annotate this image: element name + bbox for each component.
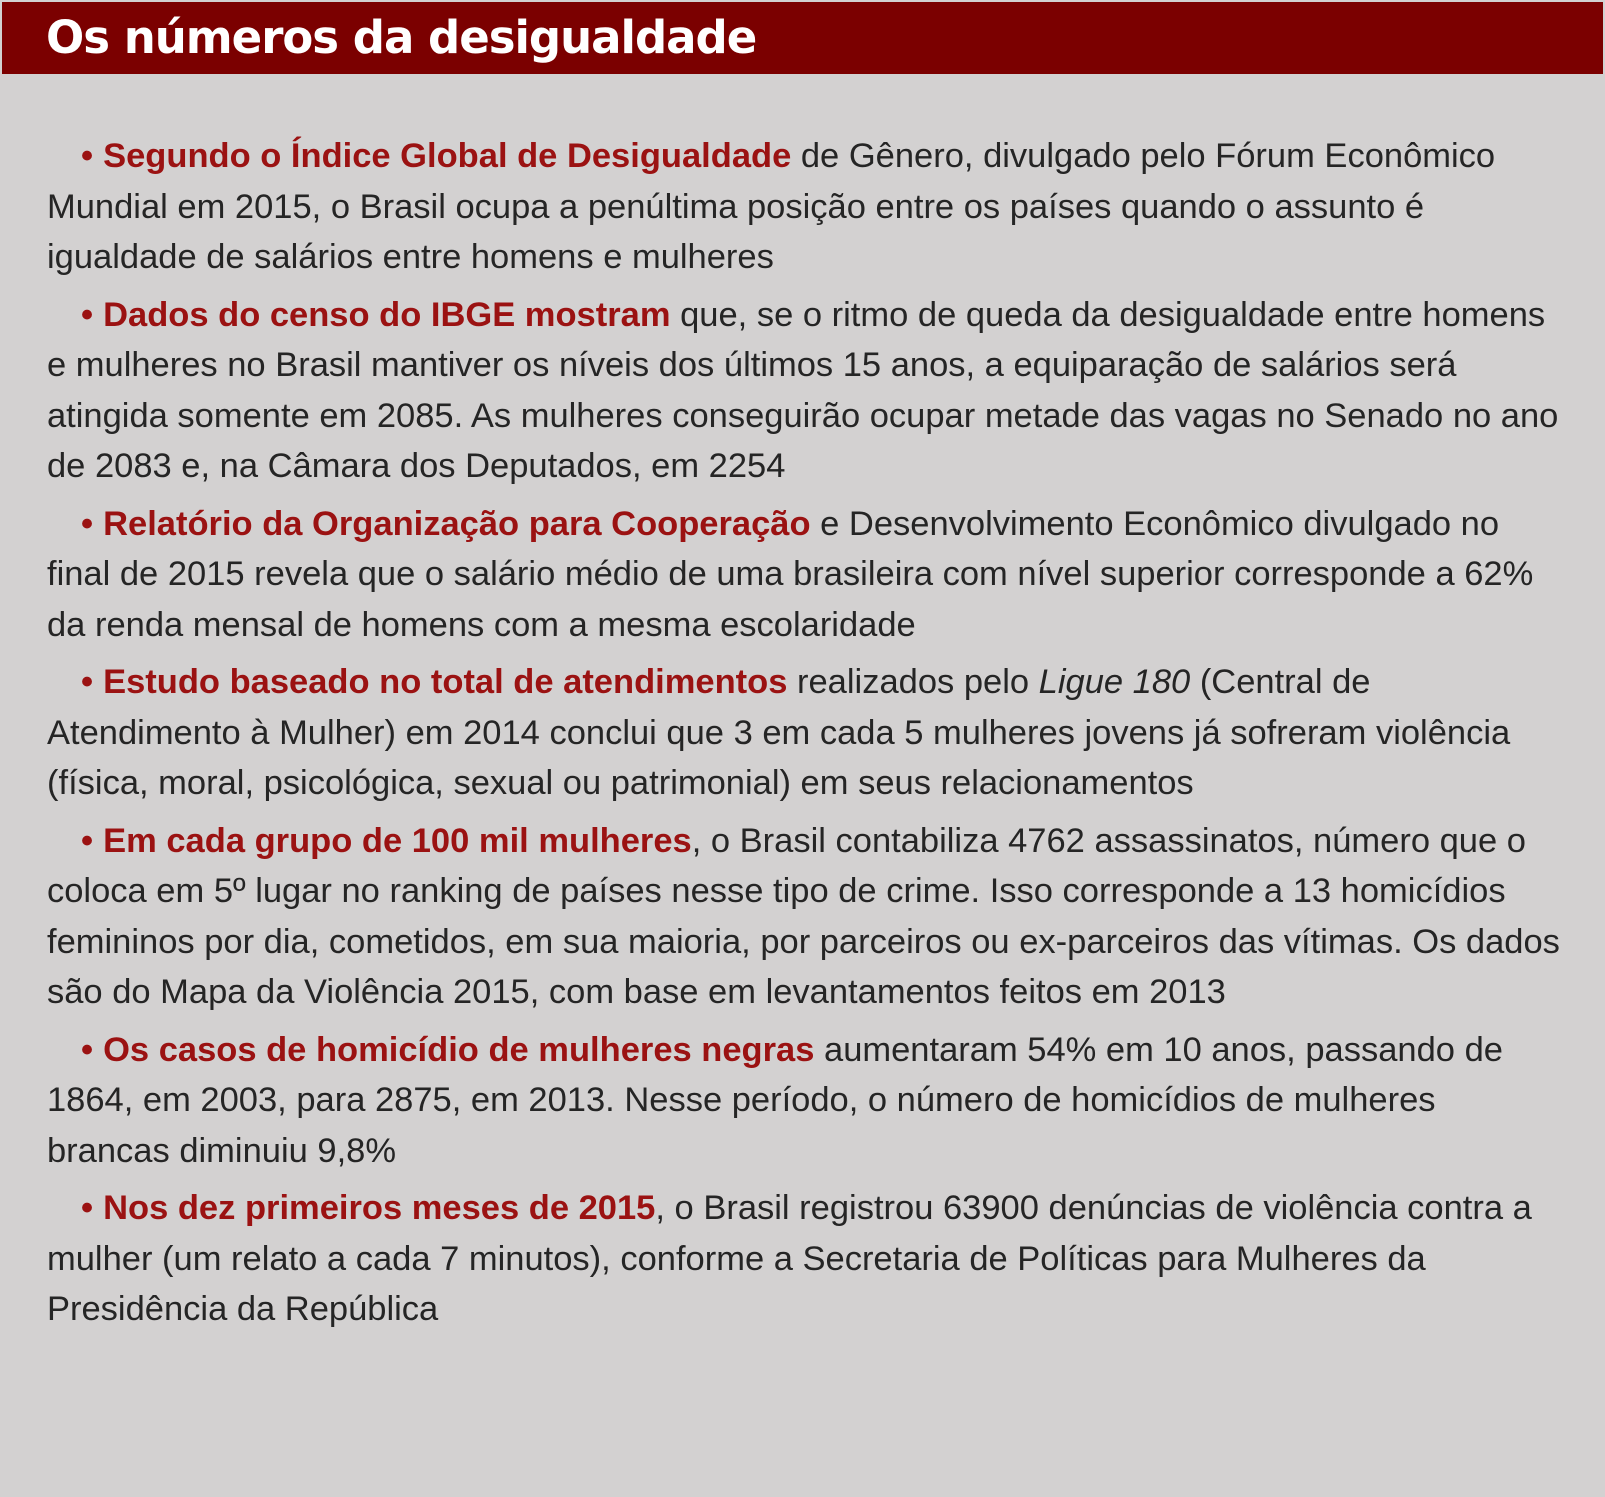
item-text: , o Brasil contabiliza 4762 assassinatos, número que o coloca em 5º lugar no ranking de países nesse tipo de crime. Isso corresponde a 13 homicídios femininos por dia, cometidos, em sua maioria, por parceiros ou ex-parceiros das vítimas. Os dados são do Mapa da Violência 2015, com base em levantamentos feitos em 2013 xyxy=(47,821,1560,1011)
item-text: de Gênero, divulgado pelo Fórum Econômico Mundial em 2015, o Brasil ocupa a penúltima posição entre os países quando o assunto é igualdade de salários entre homens e mulheres xyxy=(47,137,1496,276)
statistics-list xyxy=(47,131,1567,1342)
item-lead: Em cada grupo de 100 mil mulheres xyxy=(103,821,692,860)
item-text: que, se o ritmo de queda da desigualdade entre homens e mulheres no Brasil mantiver os níveis dos últimos 15 anos, a equiparação de salários será atingida somente em 2085. As mulheres conseguirão ocupar metade das vagas no Senado no ano de 2083 e, na Câmara dos Deputados, em 2254 xyxy=(47,295,1559,485)
bullet-icon: • xyxy=(81,821,94,860)
item-lead: Segundo o Índice Global de Desigualdade xyxy=(103,137,792,175)
service-name: Ligue 180 xyxy=(1038,663,1191,701)
bullet-icon: • xyxy=(81,1189,94,1227)
bullet-icon: • xyxy=(81,663,94,701)
list-item xyxy=(47,290,1567,492)
bullet-icon: • xyxy=(81,1030,94,1069)
list-item xyxy=(47,499,1567,651)
item-text: (Central de Atendimento à Mulher) em 2014 conclui que 3 em cada 5 mulheres jovens já sofreram violência (física, moral, psicológica, sexual ou patrimonial) em seus relacionamentos xyxy=(47,663,1511,802)
item-text: e Desenvolvimento Econômico divulgado no final de 2015 revela que o salário médio de uma brasileira com nível superior corresponde a 62% da renda mensal de homens com a mesma escolaridade xyxy=(47,504,1534,644)
list-item xyxy=(47,1183,1567,1335)
item-lead: Nos dez primeiros meses de 2015 xyxy=(103,1189,656,1227)
bullet-icon: • xyxy=(81,137,94,175)
item-text: aumentaram 54% em 10 anos, passando de 1864, em 2003, para 2875, em 2013. Nesse período, o número de homicídios de mulheres brancas diminuiu 9,8% xyxy=(47,1030,1503,1170)
bullet-icon: • xyxy=(81,295,94,334)
list-item xyxy=(47,657,1567,809)
list-item xyxy=(47,1025,1567,1177)
list-item xyxy=(47,816,1567,1018)
list-item xyxy=(47,131,1567,283)
bullet-icon: • xyxy=(81,504,94,543)
item-lead: Dados do censo do IBGE mostram xyxy=(103,295,671,334)
item-text: , o Brasil registrou 63900 denúncias de violência contra a mulher (um relato a cada 7 minutos), conforme a Secretaria de Políticas para Mulheres da Presidência da República xyxy=(47,1189,1532,1328)
item-lead: Relatório da Organização para Cooperação xyxy=(103,504,811,543)
page-title: Os números da desigualdade xyxy=(46,11,757,64)
item-lead: Estudo baseado no total de atendimentos xyxy=(103,663,788,701)
item-lead: Os casos de homicídio de mulheres negras xyxy=(103,1030,815,1069)
item-text: realizados pelo xyxy=(787,663,1039,701)
title-bar xyxy=(2,2,1603,74)
